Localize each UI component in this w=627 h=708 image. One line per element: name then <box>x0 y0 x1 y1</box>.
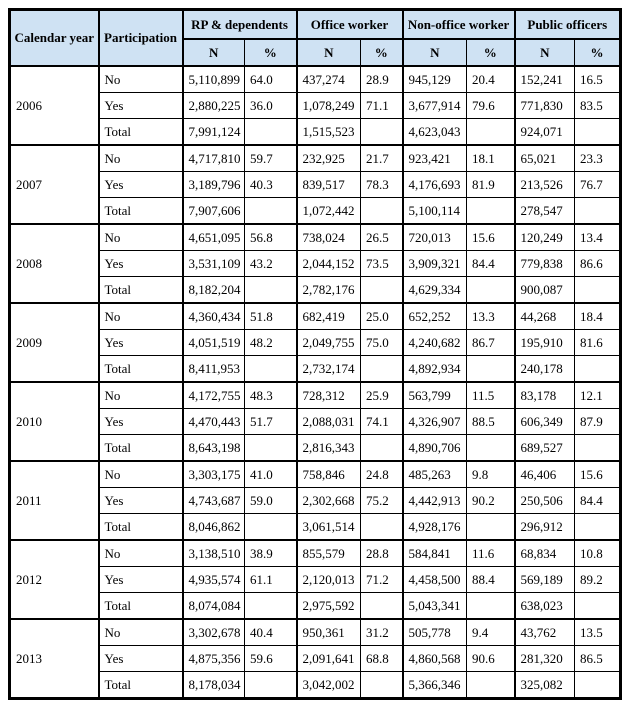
participation-cell: Yes <box>99 646 183 672</box>
participation-cell: Total <box>99 277 183 304</box>
table-row <box>10 488 621 514</box>
n-value-cell: 4,360,434 <box>183 303 245 330</box>
n-value-cell: 2,302,668 <box>297 488 361 514</box>
n-value-cell: 584,841 <box>403 540 467 567</box>
percent-value-cell: 38.9 <box>245 540 297 567</box>
percent-value-cell <box>361 277 403 304</box>
percent-value-cell: 86.6 <box>575 251 621 277</box>
n-value-cell: 120,249 <box>515 224 575 251</box>
n-value-cell: 8,178,034 <box>183 672 245 699</box>
n-value-cell: 5,366,346 <box>403 672 467 699</box>
percent-value-cell: 89.2 <box>575 567 621 593</box>
percent-value-cell: 90.6 <box>467 646 515 672</box>
n-value-cell: 3,909,321 <box>403 251 467 277</box>
percent-value-cell: 41.0 <box>245 461 297 488</box>
percent-value-cell: 40.4 <box>245 619 297 646</box>
n-value-cell: 65,021 <box>515 145 575 172</box>
n-value-cell: 638,023 <box>515 593 575 620</box>
participation-cell: Total <box>99 198 183 225</box>
n-value-cell: 278,547 <box>515 198 575 225</box>
n-value-cell: 2,049,755 <box>297 330 361 356</box>
percent-value-cell: 79.6 <box>467 93 515 119</box>
percent-value-cell: 81.6 <box>575 330 621 356</box>
n-value-cell: 1,515,523 <box>297 119 361 146</box>
percent-value-cell: 75.0 <box>361 330 403 356</box>
n-value-cell: 2,044,152 <box>297 251 361 277</box>
percent-value-cell: 28.9 <box>361 66 403 93</box>
percent-value-cell <box>361 514 403 541</box>
subheader-pct-non-office: % <box>467 39 515 66</box>
n-value-cell: 325,082 <box>515 672 575 699</box>
n-value-cell: 855,579 <box>297 540 361 567</box>
n-value-cell: 44,268 <box>515 303 575 330</box>
percent-value-cell <box>467 119 515 146</box>
year-cell: 2006 <box>10 66 99 145</box>
percent-value-cell <box>245 119 297 146</box>
n-value-cell: 485,263 <box>403 461 467 488</box>
n-value-cell: 4,326,907 <box>403 409 467 435</box>
percent-value-cell <box>575 277 621 304</box>
table-row <box>10 145 621 172</box>
table-row <box>10 619 621 646</box>
n-value-cell: 2,120,013 <box>297 567 361 593</box>
table-row <box>10 593 621 620</box>
n-value-cell: 5,043,341 <box>403 593 467 620</box>
percent-value-cell: 18.4 <box>575 303 621 330</box>
percent-value-cell <box>361 119 403 146</box>
table-row <box>10 356 621 383</box>
participation-cell: No <box>99 224 183 251</box>
percent-value-cell: 9.8 <box>467 461 515 488</box>
n-value-cell: 4,890,706 <box>403 435 467 462</box>
percent-value-cell: 68.8 <box>361 646 403 672</box>
table-header <box>10 10 621 67</box>
n-value-cell: 923,421 <box>403 145 467 172</box>
n-value-cell: 5,110,899 <box>183 66 245 93</box>
participation-cell: Yes <box>99 251 183 277</box>
n-value-cell: 3,677,914 <box>403 93 467 119</box>
percent-value-cell: 13.4 <box>575 224 621 251</box>
subheader-pct-office: % <box>361 39 403 66</box>
n-value-cell: 8,046,862 <box>183 514 245 541</box>
percent-value-cell: 10.8 <box>575 540 621 567</box>
header-calendar-year: Calendar year <box>10 10 99 67</box>
participation-cell: No <box>99 303 183 330</box>
n-value-cell: 689,527 <box>515 435 575 462</box>
percent-value-cell: 71.2 <box>361 567 403 593</box>
percent-value-cell <box>361 198 403 225</box>
n-value-cell: 250,506 <box>515 488 575 514</box>
percent-value-cell <box>575 119 621 146</box>
year-cell: 2011 <box>10 461 99 540</box>
table-row <box>10 303 621 330</box>
percent-value-cell: 13.3 <box>467 303 515 330</box>
percent-value-cell <box>245 198 297 225</box>
header-group-rp-dependents: RP & dependents <box>183 10 297 40</box>
n-value-cell: 68,834 <box>515 540 575 567</box>
n-value-cell: 4,623,043 <box>403 119 467 146</box>
percent-value-cell <box>467 672 515 699</box>
n-value-cell: 4,442,913 <box>403 488 467 514</box>
percent-value-cell <box>245 356 297 383</box>
n-value-cell: 4,935,574 <box>183 567 245 593</box>
n-value-cell: 2,816,343 <box>297 435 361 462</box>
n-value-cell: 4,629,334 <box>403 277 467 304</box>
percent-value-cell: 20.4 <box>467 66 515 93</box>
n-value-cell: 4,651,095 <box>183 224 245 251</box>
n-value-cell: 232,925 <box>297 145 361 172</box>
n-value-cell: 4,717,810 <box>183 145 245 172</box>
table-row <box>10 198 621 225</box>
percent-value-cell: 86.7 <box>467 330 515 356</box>
n-value-cell: 4,458,500 <box>403 567 467 593</box>
n-value-cell: 738,024 <box>297 224 361 251</box>
table-row <box>10 330 621 356</box>
percent-value-cell: 87.9 <box>575 409 621 435</box>
percent-value-cell: 25.0 <box>361 303 403 330</box>
n-value-cell: 4,875,356 <box>183 646 245 672</box>
percent-value-cell: 86.5 <box>575 646 621 672</box>
n-value-cell: 2,975,592 <box>297 593 361 620</box>
subheader-n-public: N <box>515 39 575 66</box>
n-value-cell: 945,129 <box>403 66 467 93</box>
percent-value-cell: 84.4 <box>467 251 515 277</box>
n-value-cell: 563,799 <box>403 382 467 409</box>
participation-cell: Yes <box>99 488 183 514</box>
n-value-cell: 569,189 <box>515 567 575 593</box>
percent-value-cell: 61.1 <box>245 567 297 593</box>
percent-value-cell <box>361 435 403 462</box>
percent-value-cell: 25.9 <box>361 382 403 409</box>
n-value-cell: 83,178 <box>515 382 575 409</box>
participation-cell: Yes <box>99 330 183 356</box>
n-value-cell: 720,013 <box>403 224 467 251</box>
n-value-cell: 505,778 <box>403 619 467 646</box>
header-group-office-worker: Office worker <box>297 10 403 40</box>
n-value-cell: 152,241 <box>515 66 575 93</box>
n-value-cell: 4,470,443 <box>183 409 245 435</box>
n-value-cell: 4,928,176 <box>403 514 467 541</box>
participation-cell: No <box>99 619 183 646</box>
table-row <box>10 567 621 593</box>
participation-cell: Yes <box>99 172 183 198</box>
n-value-cell: 839,517 <box>297 172 361 198</box>
year-cell: 2007 <box>10 145 99 224</box>
subheader-n-rp: N <box>183 39 245 66</box>
n-value-cell: 4,240,682 <box>403 330 467 356</box>
table-row <box>10 277 621 304</box>
table-row <box>10 646 621 672</box>
percent-value-cell: 21.7 <box>361 145 403 172</box>
n-value-cell: 924,071 <box>515 119 575 146</box>
n-value-cell: 3,138,510 <box>183 540 245 567</box>
percent-value-cell: 13.5 <box>575 619 621 646</box>
n-value-cell: 652,252 <box>403 303 467 330</box>
participation-cell: Yes <box>99 567 183 593</box>
n-value-cell: 7,907,606 <box>183 198 245 225</box>
percent-value-cell: 18.1 <box>467 145 515 172</box>
n-value-cell: 437,274 <box>297 66 361 93</box>
percent-value-cell <box>245 277 297 304</box>
percent-value-cell: 71.1 <box>361 93 403 119</box>
percent-value-cell: 59.7 <box>245 145 297 172</box>
n-value-cell: 758,846 <box>297 461 361 488</box>
percent-value-cell: 16.5 <box>575 66 621 93</box>
percent-value-cell: 73.5 <box>361 251 403 277</box>
n-value-cell: 771,830 <box>515 93 575 119</box>
n-value-cell: 2,732,174 <box>297 356 361 383</box>
n-value-cell: 3,303,175 <box>183 461 245 488</box>
participation-cell: No <box>99 382 183 409</box>
participation-table <box>8 8 622 700</box>
percent-value-cell: 90.2 <box>467 488 515 514</box>
percent-value-cell <box>575 672 621 699</box>
percent-value-cell: 11.6 <box>467 540 515 567</box>
participation-cell: No <box>99 461 183 488</box>
percent-value-cell: 15.6 <box>467 224 515 251</box>
participation-cell: No <box>99 66 183 93</box>
n-value-cell: 281,320 <box>515 646 575 672</box>
n-value-cell: 3,042,002 <box>297 672 361 699</box>
table-row <box>10 251 621 277</box>
participation-cell: Yes <box>99 93 183 119</box>
percent-value-cell: 26.5 <box>361 224 403 251</box>
table-row <box>10 435 621 462</box>
participation-cell: Total <box>99 672 183 699</box>
percent-value-cell <box>361 593 403 620</box>
participation-cell: No <box>99 145 183 172</box>
percent-value-cell: 88.4 <box>467 567 515 593</box>
table-row <box>10 409 621 435</box>
percent-value-cell: 9.4 <box>467 619 515 646</box>
percent-value-cell <box>361 672 403 699</box>
percent-value-cell: 11.5 <box>467 382 515 409</box>
table-row <box>10 514 621 541</box>
percent-value-cell: 12.1 <box>575 382 621 409</box>
percent-value-cell: 51.7 <box>245 409 297 435</box>
table-row <box>10 540 621 567</box>
table-row <box>10 382 621 409</box>
n-value-cell: 3,189,796 <box>183 172 245 198</box>
n-value-cell: 2,091,641 <box>297 646 361 672</box>
year-cell: 2010 <box>10 382 99 461</box>
subheader-pct-public: % <box>575 39 621 66</box>
table-row <box>10 172 621 198</box>
percent-value-cell <box>245 514 297 541</box>
n-value-cell: 1,078,249 <box>297 93 361 119</box>
percent-value-cell: 31.2 <box>361 619 403 646</box>
percent-value-cell <box>467 435 515 462</box>
percent-value-cell: 24.8 <box>361 461 403 488</box>
n-value-cell: 7,991,124 <box>183 119 245 146</box>
subheader-pct-rp: % <box>245 39 297 66</box>
subheader-n-office: N <box>297 39 361 66</box>
n-value-cell: 4,743,687 <box>183 488 245 514</box>
n-value-cell: 4,860,568 <box>403 646 467 672</box>
participation-cell: Total <box>99 435 183 462</box>
percent-value-cell: 23.3 <box>575 145 621 172</box>
n-value-cell: 900,087 <box>515 277 575 304</box>
table-row <box>10 672 621 699</box>
n-value-cell: 4,172,755 <box>183 382 245 409</box>
percent-value-cell: 15.6 <box>575 461 621 488</box>
subheader-n-non-office: N <box>403 39 467 66</box>
percent-value-cell <box>575 593 621 620</box>
header-row-groups <box>10 10 621 40</box>
percent-value-cell: 75.2 <box>361 488 403 514</box>
percent-value-cell: 64.0 <box>245 66 297 93</box>
participation-cell: Yes <box>99 409 183 435</box>
n-value-cell: 5,100,114 <box>403 198 467 225</box>
n-value-cell: 8,643,198 <box>183 435 245 462</box>
n-value-cell: 4,176,693 <box>403 172 467 198</box>
participation-cell: Total <box>99 514 183 541</box>
percent-value-cell: 40.3 <box>245 172 297 198</box>
n-value-cell: 682,419 <box>297 303 361 330</box>
n-value-cell: 4,892,934 <box>403 356 467 383</box>
percent-value-cell: 88.5 <box>467 409 515 435</box>
n-value-cell: 2,880,225 <box>183 93 245 119</box>
percent-value-cell <box>361 356 403 383</box>
percent-value-cell <box>575 435 621 462</box>
percent-value-cell: 74.1 <box>361 409 403 435</box>
percent-value-cell: 43.2 <box>245 251 297 277</box>
n-value-cell: 195,910 <box>515 330 575 356</box>
percent-value-cell: 84.4 <box>575 488 621 514</box>
n-value-cell: 8,074,084 <box>183 593 245 620</box>
n-value-cell: 2,782,176 <box>297 277 361 304</box>
year-cell: 2008 <box>10 224 99 303</box>
participation-cell: Total <box>99 593 183 620</box>
percent-value-cell: 78.3 <box>361 172 403 198</box>
n-value-cell: 240,178 <box>515 356 575 383</box>
n-value-cell: 8,182,204 <box>183 277 245 304</box>
participation-cell: Total <box>99 356 183 383</box>
participation-cell: No <box>99 540 183 567</box>
n-value-cell: 296,912 <box>515 514 575 541</box>
table-row <box>10 119 621 146</box>
percent-value-cell <box>245 593 297 620</box>
n-value-cell: 1,072,442 <box>297 198 361 225</box>
percent-value-cell <box>575 356 621 383</box>
n-value-cell: 3,061,514 <box>297 514 361 541</box>
table-row <box>10 66 621 93</box>
percent-value-cell: 59.0 <box>245 488 297 514</box>
table-row <box>10 461 621 488</box>
n-value-cell: 2,088,031 <box>297 409 361 435</box>
n-value-cell: 8,411,953 <box>183 356 245 383</box>
percent-value-cell: 59.6 <box>245 646 297 672</box>
percent-value-cell <box>467 593 515 620</box>
percent-value-cell <box>467 514 515 541</box>
n-value-cell: 43,762 <box>515 619 575 646</box>
percent-value-cell: 76.7 <box>575 172 621 198</box>
percent-value-cell: 81.9 <box>467 172 515 198</box>
n-value-cell: 606,349 <box>515 409 575 435</box>
percent-value-cell <box>245 435 297 462</box>
participation-cell: Total <box>99 119 183 146</box>
year-cell: 2012 <box>10 540 99 619</box>
table-row <box>10 224 621 251</box>
percent-value-cell: 48.3 <box>245 382 297 409</box>
percent-value-cell: 48.2 <box>245 330 297 356</box>
n-value-cell: 950,361 <box>297 619 361 646</box>
percent-value-cell: 51.8 <box>245 303 297 330</box>
n-value-cell: 3,302,678 <box>183 619 245 646</box>
percent-value-cell: 28.8 <box>361 540 403 567</box>
n-value-cell: 3,531,109 <box>183 251 245 277</box>
table-row <box>10 93 621 119</box>
header-participation: Participation <box>99 10 183 67</box>
year-cell: 2013 <box>10 619 99 699</box>
percent-value-cell <box>575 514 621 541</box>
n-value-cell: 728,312 <box>297 382 361 409</box>
n-value-cell: 46,406 <box>515 461 575 488</box>
n-value-cell: 779,838 <box>515 251 575 277</box>
n-value-cell: 213,526 <box>515 172 575 198</box>
percent-value-cell <box>245 672 297 699</box>
percent-value-cell: 83.5 <box>575 93 621 119</box>
table-body <box>10 66 621 699</box>
percent-value-cell <box>467 277 515 304</box>
percent-value-cell: 56.8 <box>245 224 297 251</box>
n-value-cell: 4,051,519 <box>183 330 245 356</box>
percent-value-cell <box>467 198 515 225</box>
year-cell: 2009 <box>10 303 99 382</box>
percent-value-cell <box>467 356 515 383</box>
percent-value-cell <box>575 198 621 225</box>
header-group-public-officers: Public officers <box>515 10 621 40</box>
percent-value-cell: 36.0 <box>245 93 297 119</box>
header-group-non-office-worker: Non-office worker <box>403 10 515 40</box>
